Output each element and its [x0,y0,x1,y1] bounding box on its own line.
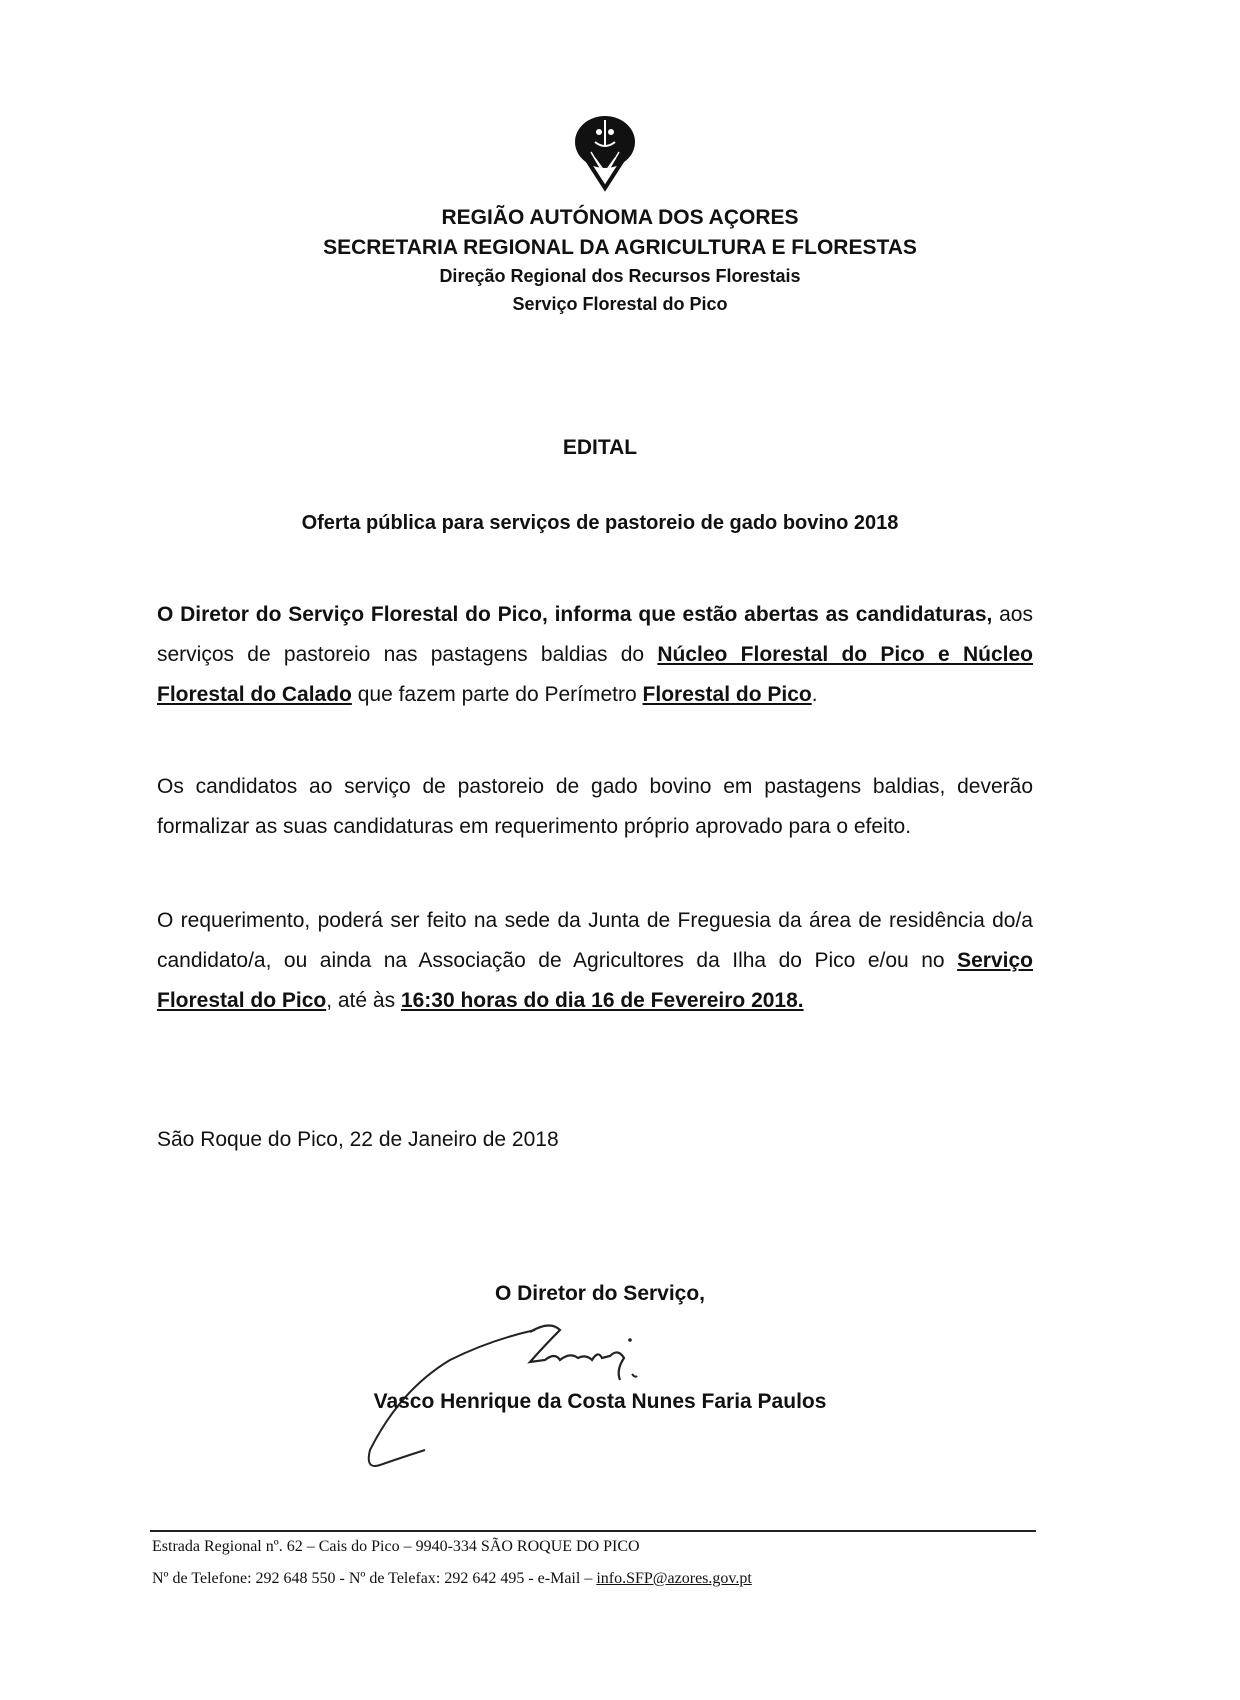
deadline: 16:30 horas do dia 16 de Fevereiro 2018. [400,989,804,1012]
header-service: Serviço Florestal do Pico [512,294,728,314]
nucleus-names: Núcleo Florestal do Pico e Núcleo Florestal do Calado [157,643,1033,706]
header-directorate: Direção Regional dos Recursos Florestais [439,266,801,286]
announcement-text-2: que fazem parte do Perímetro [351,683,643,706]
header-region: REGIÃO AUTÓNOMA DOS AÇORES [441,206,799,229]
place-date: São Roque do Pico, 22 de Janeiro de 2018 [157,1128,559,1151]
paragraph-announcement [157,595,1033,715]
service-name: Serviço Florestal do Pico [157,949,1033,1012]
announcement-bold-text: O Diretor do Serviço Florestal do Pico, informa que estão abertas as candidaturas, [157,603,993,626]
footer-contacts [152,1570,752,1588]
footer-email[interactable]: info.SFP@azores.gov.pt [596,1570,752,1587]
announcement-end: . [811,683,818,706]
application-text: O requerimento, poderá ser feito na sede da Junta de Freguesia da área de residência do/a candidato/a, ou ainda na Associação de Agricultores da Ilha do Pico e/ou no [157,909,1033,972]
signatory-role: O Diretor do Serviço, [494,1282,706,1305]
signatory-name: Vasco Henrique da Costa Nunes Faria Paulos [373,1390,827,1413]
handwritten-signature-icon [340,1300,720,1475]
paragraph-application [157,901,1033,1021]
azores-coat-of-arms-icon [565,112,645,192]
document-title: EDITAL [562,436,638,459]
paragraph-candidates: Os candidatos ao serviço de pastoreio de gado bovino em pastagens baldias, deverão formalizar as suas candidaturas em requerimento próprio aprovado para o efeito. [157,775,1033,838]
footer-address: Estrada Regional nº. 62 – Cais do Pico – 9940-334 SÃO ROQUE DO PICO [152,1538,640,1555]
document-subject: Oferta pública para serviços de pastoreio de gado bovino 2018 [301,512,899,534]
footer-phone: Nº de Telefone: 292 648 550 - Nº de Telefax: 292 642 495 - e-Mail – [152,1570,597,1587]
footer-divider [150,1530,1036,1532]
announcement-text: aos serviços de pastoreio nas pastagens baldias do [157,603,1033,666]
header-secretariat: SECRETARIA REGIONAL DA AGRICULTURA E FLORESTAS [323,236,917,259]
perimeter-name: Florestal do Pico [642,683,812,706]
application-text-2: , até às [326,989,401,1012]
